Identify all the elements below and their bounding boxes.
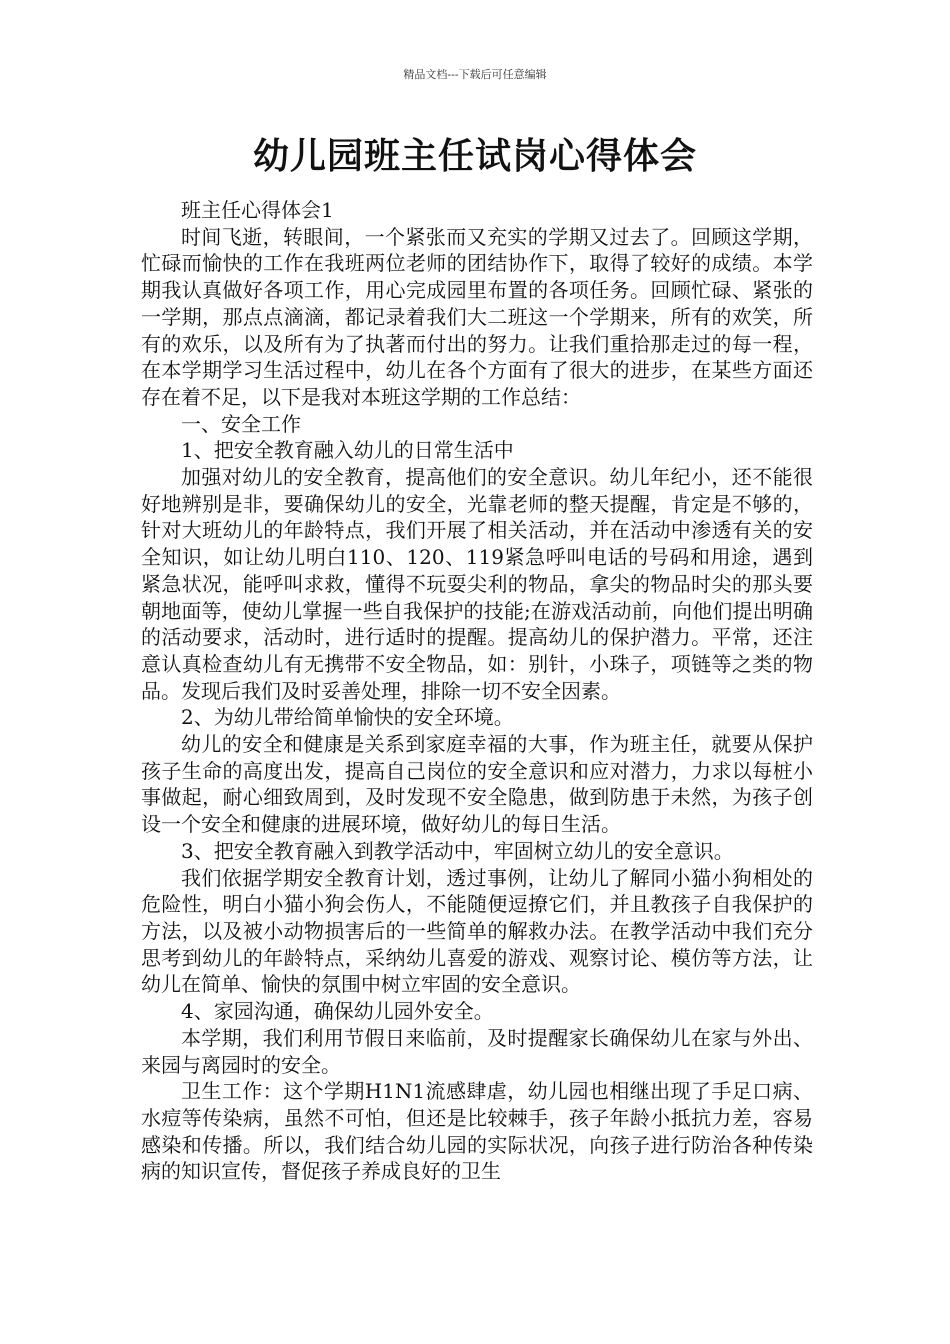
document-title: 幼儿园班主任试岗心得体会 <box>252 135 697 177</box>
paragraph: 卫生工作：这个学期H1N1流感肆虐，幼儿园也相继出现了手足口病、水痘等传染病，虽然不可怕，但还是比较棘手，孩子年龄小抵抗力差，容易感染和传播。所以，我们结合幼儿园的实际状况，向孩子进行防治各种传染病的知识宣传，督促孩子养成良好的卫生 <box>141 1079 813 1184</box>
subsection-heading: 4、家园沟通，确保幼儿园外安全。 <box>181 999 494 1024</box>
paragraph: 幼儿的安全和健康是关系到家庭幸福的大事，作为班主任，就要从保护孩子生命的高度出发，提高自己岗位的安全意识和应对潜力，力求以每桩小事做起，耐心细致周到，及时发现不安全隐患，做到防患于未然，为孩子创设一个安全和健康的进展环境，做好幼儿的每日生活。 <box>141 732 813 837</box>
document-body <box>141 197 813 1185</box>
paragraph: 我们依据学期安全教育计划，透过事例，让幼儿了解同小猫小狗相处的危险性，明白小猫小狗会伤人，不能随便逗撩它们，并且教孩子自我保护的方法，以及被小动物损害后的一些简单的解救办法。在教学活动中我们充分思考到幼儿的年龄特点，采纳幼儿喜爱的游戏、观察讨论、模仿等方法，让幼儿在简单、愉快的氛围中树立牢固的安全意识。 <box>141 865 813 997</box>
subsection-heading: 1、把安全教育融入幼儿的日常生活中 <box>181 438 514 463</box>
subsection-heading: 3、把安全教育融入到教学活动中，牢固树立幼儿的安全意识。 <box>181 838 734 863</box>
header-note: 精品文档---下载后可任意编辑 <box>403 68 547 81</box>
paragraph: 加强对幼儿的安全教育，提高他们的安全意识。幼儿年纪小，还不能很好地辨别是非，要确保幼儿的安全，光靠老师的整天提醒，肯定是不够的，针对大班幼儿的年龄特点，我们开展了相关活动，并在活动中渗透有关的安全知识，如让幼儿明白110、120、119紧急呼叫电话的号码和用途，遇到紧急状况，能呼叫求救，懂得不玩耍尖利的物品，拿尖的物品时尖的那头要朝地面等，使幼儿掌握一些自我保护的技能;在游戏活动前，向他们提出明确的活动要求，活动时，进行适时的提醒。提高幼儿的保护潜力。平常，还注意认真检查幼儿有无携带不安全物品，如：别针，小珠子，项链等之类的物品。发现后我们及时妥善处理，排除一切不安全因素。 <box>141 465 813 703</box>
paragraph-subtitle: 班主任心得体会1 <box>181 198 334 222</box>
section-heading: 一、安全工作 <box>181 411 301 436</box>
subsection-heading: 2、为幼儿带给简单愉快的安全环境。 <box>181 705 514 730</box>
paragraph: 时间飞逝，转眼间，一个紧张而又充实的学期又过去了。回顾这学期，忙碌而愉快的工作在我班两位老师的团结协作下，取得了较好的成绩。本学期我认真做好各项工作，用心完成园里布置的各项任务。回顾忙碌、紧张的一学期，那点点滴滴，都记录着我们大二班这一个学期来，所有的欢笑，所有的欢乐，以及所有为了执著而付出的努力。让我们重拾那走过的每一程，在本学期学习生活过程中，幼儿在各个方面有了很大的进步，在某些方面还存在着不足，以下是我对本班这学期的工作总结： <box>141 224 813 409</box>
paragraph: 本学期，我们利用节假日来临前，及时提醒家长确保幼儿在家与外出、来园与离园时的安全。 <box>141 1025 813 1077</box>
